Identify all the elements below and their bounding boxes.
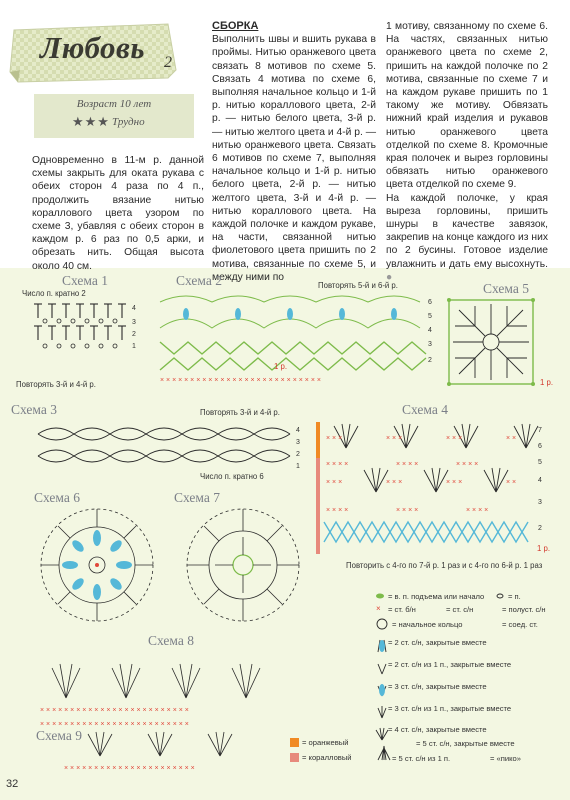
schema-2-title: Схема 2 — [176, 273, 222, 288]
schema-7-diagram — [180, 502, 306, 628]
svg-text:4: 4 — [296, 427, 300, 434]
legend-item: = 2 ст. с/н из 1 п., закрытые вместе — [388, 660, 512, 669]
svg-text:2: 2 — [296, 451, 300, 458]
svg-text:× × ×: × × × — [446, 479, 463, 486]
schema-5-title: Схема 5 — [483, 281, 529, 296]
svg-text:4: 4 — [132, 305, 136, 312]
svg-text:× × ×: × × × — [386, 435, 403, 442]
schema-6-diagram — [34, 502, 160, 628]
legend-item: = в. п. подъема или начало — [388, 592, 485, 601]
svg-text:7: 7 — [538, 427, 542, 434]
svg-text:3: 3 — [538, 499, 542, 506]
assembly-text-continued: 1 мотиву, связанному по схеме 6. На частях, связанных нитью оранжевого цвета по схеме 2, пришить на каждой полочке по 2 мотива, связанные по схеме 7 и на каждом рукаве пришить по 1 такому же мотиву. Обвязать нижний край изделия и рукавов нитью оранжевого цвета отделкой по схеме 8. Кромочные края полочек и вырез горловины обвязать нитью оранжевого цвета отделкой по схеме 9. — [386, 21, 548, 191]
svg-text:6: 6 — [428, 299, 432, 306]
text-column-2 — [212, 20, 376, 284]
svg-text:5: 5 — [538, 459, 542, 466]
legend-item: = «пико» — [490, 754, 521, 763]
svg-text:6: 6 — [538, 443, 542, 450]
svg-text:2: 2 — [428, 357, 432, 364]
legend-item: = начальное кольцо — [392, 620, 463, 629]
text-column-1: Одновременно в 11-м р. данной схемы закрыть для оката рукава с обеих сторон 4 раза по 4 п., продолжить вязание нитью кораллового цвета узором по схеме 3, убавляя с обеих сторон в каждом р. 6 раз по 0,5 арки, и обрезать нить. Общая высота около 40 см. — [32, 155, 204, 272]
svg-text:× × ×: × × × — [446, 435, 463, 442]
svg-text:3: 3 — [428, 341, 432, 348]
legend-item: = 3 ст. с/н, закрытые вместе — [388, 682, 487, 691]
svg-text:× × × × × × × × × × × × × × ×: × × × × × × × × × × × × × × × × × × × × × × — [64, 765, 195, 772]
svg-text:3: 3 — [132, 319, 136, 326]
schema-1-count: Число п. кратно 2 — [22, 289, 86, 298]
svg-text:1: 1 — [132, 343, 136, 350]
schema-1-diagram — [28, 296, 158, 366]
assembly-text: Выполнить швы и вшить рукава в проймы. Нитью оранжевого цвета связать 8 мотивов по схеме 5. Связать 4 мотива по схеме 6, выполняя начальное кольцо и 1-й р. нитью кораллового цвета, 2-й р. — нитью белого цвета, 3-й р. — нитью желтого цвета и 4-й р. — нитью оранжевого цвета. Связать 6 мотивов по схеме 7, выполняя начальное кольцо и 1-й р. нитью белого цвета, 2-й р. — нитью желтого цвета, 3-й и 4-й р. — нитью кораллового цвета. На каждой полочке и каждом рукаве, на части, связанной нитью фиолетового цвета пришить по 2 мотива, связанные по схеме 5, и между ними по — [212, 34, 376, 283]
schema-7-title: Схема 7 — [174, 490, 220, 505]
schema-9-diagram — [60, 726, 260, 776]
legend-item: = 3 ст. с/н из 1 п., закрытые вместе — [388, 704, 512, 713]
page-number: 32 — [6, 778, 19, 790]
schema-3-diagram — [34, 418, 304, 480]
legend-item: = ст. с/н — [446, 605, 474, 614]
issue-number: 2 — [164, 54, 172, 71]
svg-text:× × × ×: × × × × — [326, 507, 349, 514]
schema-2-row-one: 1 р. — [274, 362, 288, 371]
svg-text:2: 2 — [132, 331, 136, 338]
schema-5-row-one: 1 р. — [540, 378, 554, 387]
svg-text:5: 5 — [428, 313, 432, 320]
svg-text:3: 3 — [296, 439, 300, 446]
legend-item: = п. — [508, 592, 521, 601]
schema-2-repeat: Повторять 5-й и 6-й р. — [318, 281, 398, 290]
age-label: Возраст 10 лет — [76, 98, 152, 110]
svg-text:× × × ×: × × × × — [396, 507, 419, 514]
schema-4-diagram — [316, 418, 551, 558]
page-title: Любовь — [40, 30, 146, 65]
svg-text:4: 4 — [428, 327, 432, 334]
legend-item: = соед. ст. — [502, 620, 538, 629]
svg-text:2: 2 — [538, 525, 542, 532]
schema-3-count: Число п. кратно 6 — [200, 472, 264, 481]
svg-text:× × ×: × × × — [386, 479, 403, 486]
svg-text:× × × ×: × × × × — [456, 461, 479, 468]
schema-2-diagram — [156, 292, 436, 384]
assembly-heading: СБОРКА — [212, 20, 259, 32]
schema-9-title: Схема 9 — [36, 728, 82, 743]
legend-item: = 4 ст. с/н, закрытые вместе — [388, 725, 487, 734]
finishing-text: На каждой полочке, у края выреза горловины, пришить шнуры в качестве завязок, закрепив на конце каждого из них по 2 бусины. Готовое изделие увлажнить и дать ему высохнуть. ● — [386, 192, 548, 283]
schema-4-repeat: Повторить с 4-го по 7-й р. 1 раз и с 4-го по 6-й р. 1 раз — [346, 561, 543, 570]
swatch-orange — [290, 738, 299, 747]
schema-6-title: Схема 6 — [34, 490, 80, 505]
schema-1-repeat: Повторять 3-й и 4-й р. — [16, 380, 96, 389]
svg-text:× × ×: × × × — [326, 435, 343, 442]
schema-4-row-one: 1 р. — [537, 544, 551, 553]
svg-text:× × × × × × × × × × × × × × ×: × × × × × × × × × × × × × × × × × × × × × × × × × — [40, 707, 189, 714]
swatch-coral-label: = коралловый — [302, 753, 352, 762]
svg-text:4: 4 — [538, 477, 542, 484]
difficulty-stars: ★★★ — [72, 114, 110, 129]
svg-text:× × × × × × × × × × × × × × ×: × × × × × × × × × × × × × × × × × × × × × × × × × — [40, 721, 189, 728]
legend-item: = 2 ст. с/н, закрытые вместе — [388, 638, 487, 647]
svg-text:× ×: × × — [506, 435, 517, 442]
legend-item: = ст. б/н — [388, 605, 416, 614]
swatch-orange-label: = оранжевый — [302, 738, 349, 747]
svg-text:×: × — [376, 604, 381, 613]
svg-text:1: 1 — [296, 463, 300, 470]
svg-text:× × × ×: × × × × — [396, 461, 419, 468]
svg-text:× × × ×: × × × × — [326, 461, 349, 468]
svg-text:× ×: × × — [506, 479, 517, 486]
schema-8-title: Схема 8 — [148, 633, 194, 648]
schema-4-title: Схема 4 — [402, 402, 448, 417]
svg-text:× × × ×: × × × × — [466, 507, 489, 514]
legend-item: = 5 ст. с/н из 1 п. — [392, 754, 451, 763]
text-column-3 — [386, 20, 548, 284]
svg-text:× × × × × × × × × × × × × × ×: × × × × × × × × × × × × × × × × × × × × × × × × × × × — [160, 377, 321, 384]
schema-5-diagram — [445, 296, 541, 388]
svg-text:× × ×: × × × — [326, 479, 343, 486]
schema-3-title: Схема 3 — [11, 402, 57, 417]
schema-1-title: Схема 1 — [62, 273, 108, 288]
legend-item: = полуст. с/н — [502, 605, 546, 614]
difficulty-label: Трудно — [112, 116, 145, 128]
legend-symbols — [374, 592, 404, 772]
schema-3-repeat: Повторять 3-й и 4-й р. — [200, 408, 280, 417]
legend-item: = 5 ст. с/н, закрытые вместе — [416, 739, 515, 748]
swatch-coral — [290, 753, 299, 762]
schema-8-diagram — [36, 648, 300, 732]
